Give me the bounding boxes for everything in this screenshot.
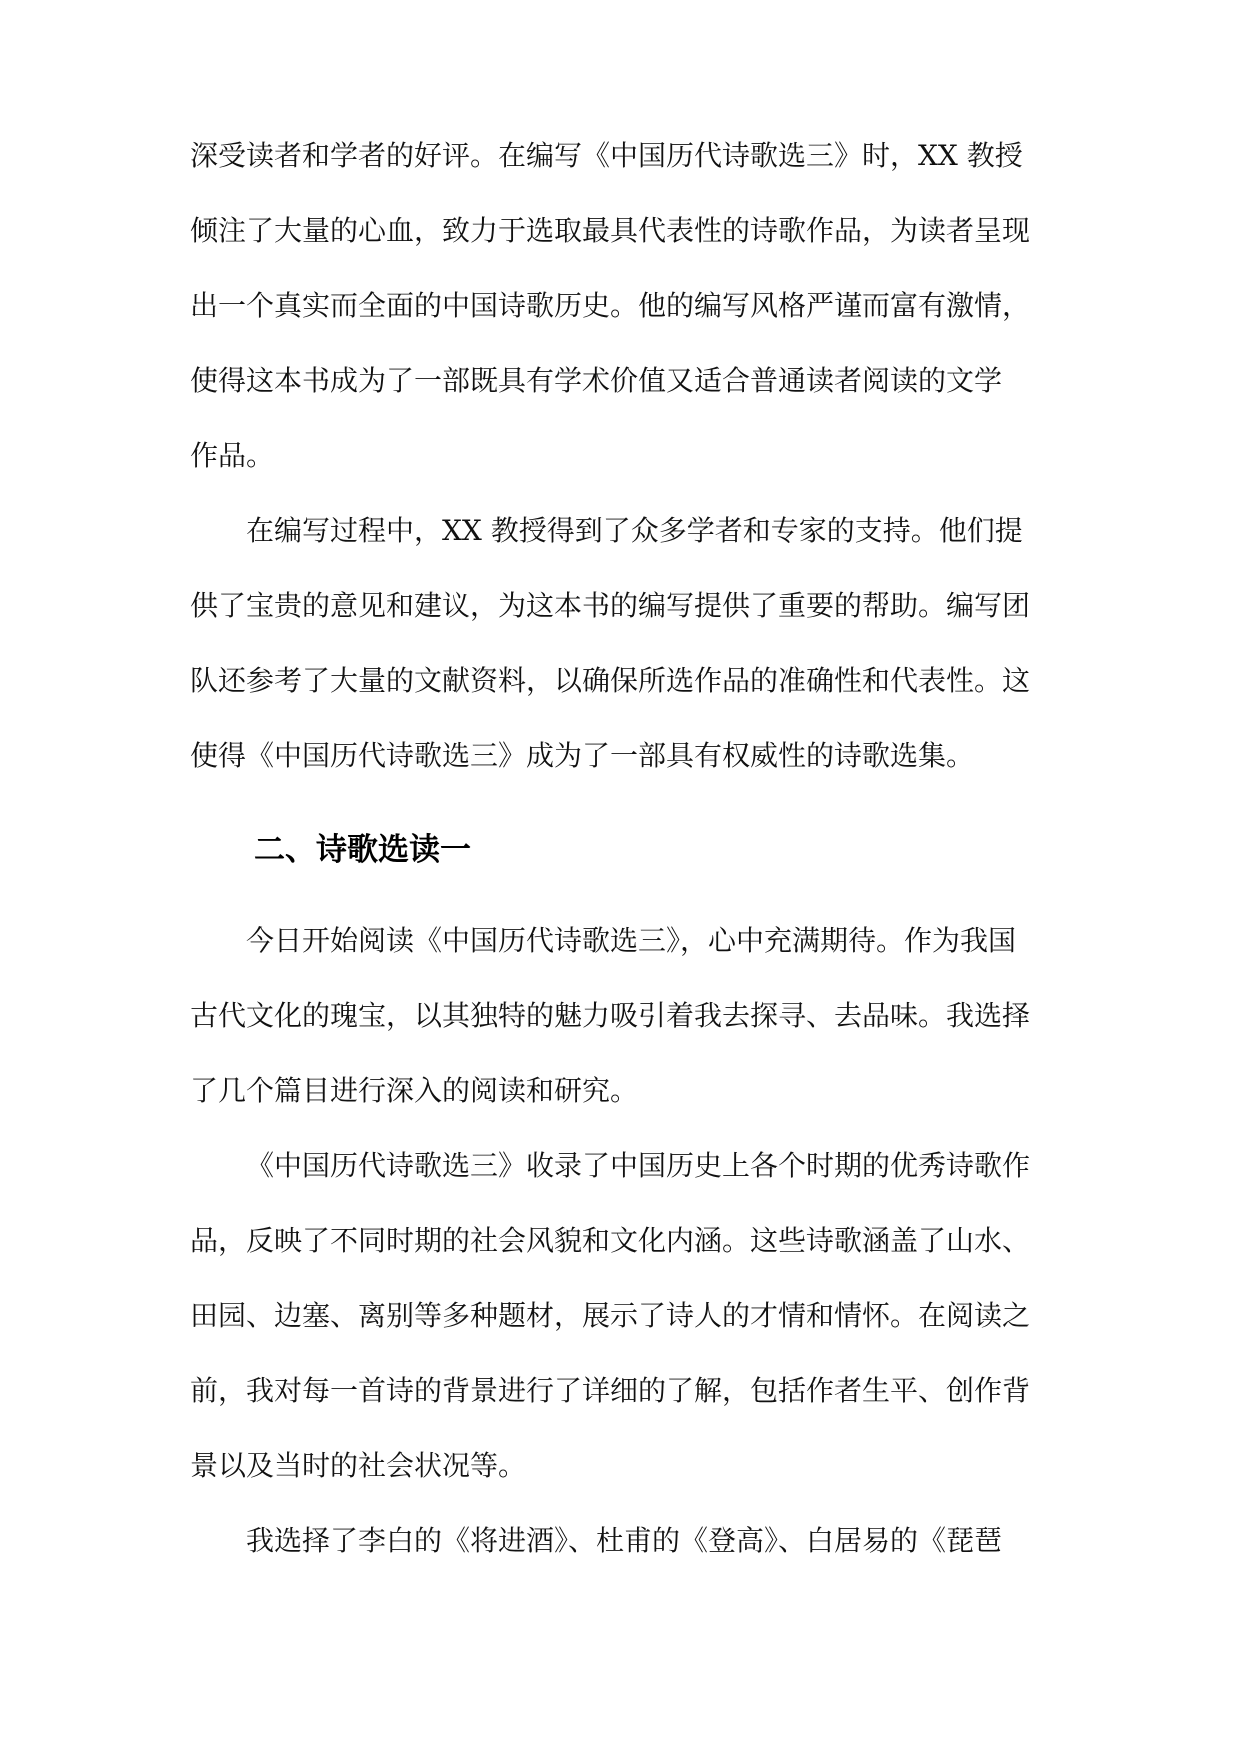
text-line: 田园、边塞、离别等多种题材，展示了诗人的才情和情怀。在阅读之: [190, 1299, 1031, 1332]
text-line: 倾注了大量的心血，致力于选取最具代表性的诗歌作品，为读者呈现: [190, 214, 1031, 247]
text-line: 前，我对每一首诗的背景进行了详细的了解，包括作者生平、创作背: [190, 1374, 1031, 1407]
text-line: 使得这本书成为了一部既具有学术价值又适合普通读者阅读的文学: [190, 364, 1003, 397]
text-line: 队还参考了大量的文献资料，以确保所选作品的准确性和代表性。这: [190, 664, 1031, 697]
text-line: 《中国历代诗歌选三》收录了中国历史上各个时期的优秀诗歌作: [246, 1149, 1031, 1182]
text-line: 今日开始阅读《中国历代诗歌选三》，心中充满期待。作为我国: [246, 924, 1017, 957]
text-line: 供了宝贵的意见和建议，为这本书的编写提供了重要的帮助。编写团: [190, 589, 1031, 622]
text-line: 我选择了李白的《将进酒》、杜甫的《登高》、白居易的《琵琶: [246, 1524, 1003, 1557]
text-line: 品，反映了不同时期的社会风貌和文化内涵。这些诗歌涵盖了山水、: [190, 1224, 1031, 1257]
text-line: 了几个篇目进行深入的阅读和研究。: [190, 1074, 639, 1107]
section-heading: 二、诗歌选读一: [254, 832, 471, 868]
text-line: 作品。: [190, 439, 275, 472]
text-line: 景以及当时的社会状况等。: [190, 1449, 527, 1482]
text-line: 使得《中国历代诗歌选三》成为了一部具有权威性的诗歌选集。: [190, 739, 975, 772]
text-line: 古代文化的瑰宝，以其独特的魅力吸引着我去探寻、去品味。我选择: [190, 999, 1031, 1032]
text-line: 在编写过程中，XX 教授得到了众多学者和专家的支持。他们提: [246, 514, 1023, 547]
text-line: 深受读者和学者的好评。在编写《中国历代诗歌选三》时，XX 教授: [190, 139, 1023, 172]
text-line: 出一个真实而全面的中国诗歌历史。他的编写风格严谨而富有激情，: [190, 289, 1031, 322]
